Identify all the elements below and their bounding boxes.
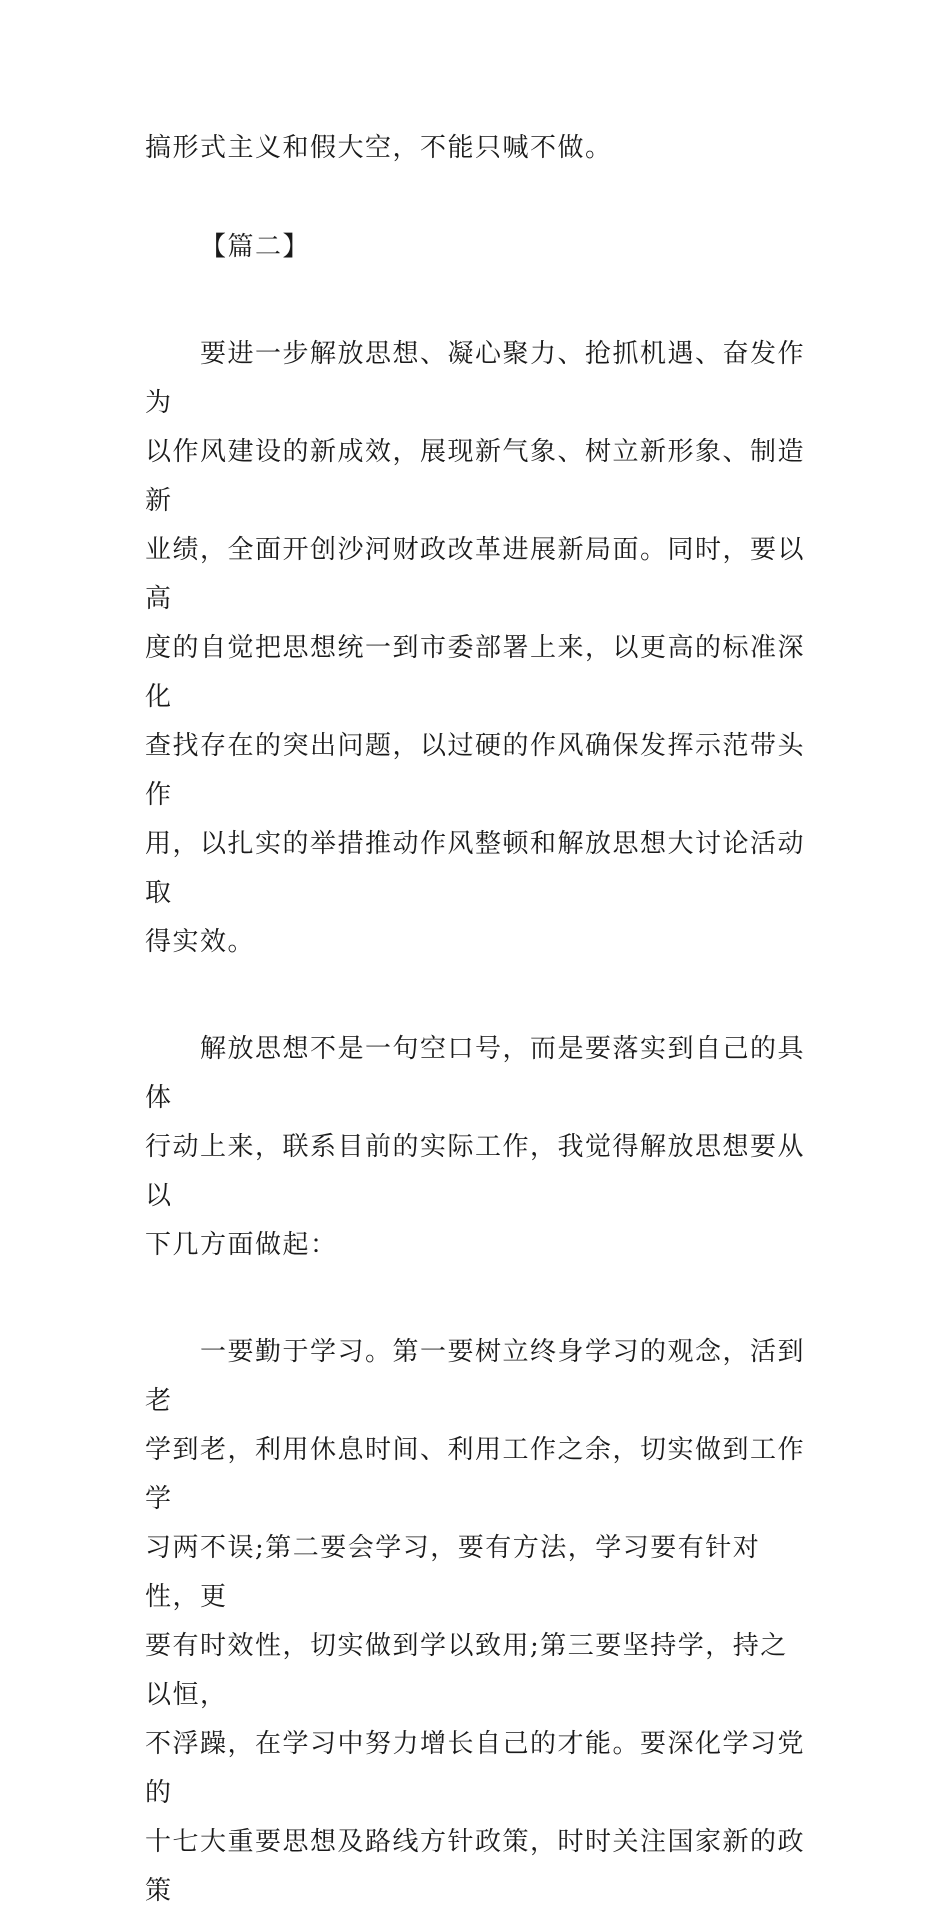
- paragraph: 一要勤于学习。第一要树立终身学习的观念，活到老 学到老，利用休息时间、利用工作之余，切实做到工作学 习两不误;第二要会学习，要有方法，学习要有针对性，更 要有时效性，切实做到学以致用;第三要坚持学，持之以恒， 不浮躁，在学习中努力增长自己的才能。要深化学习党的 十七大重要思想及路线方针政策，时时关注国家新的政策: [145, 1337, 806, 1906]
- paragraph: 要进一步解放思想、凝心聚力、抢抓机遇、奋发作为 以作风建设的新成效，展现新气象、树立新形象、制造新 业绩，全面开创沙河财政改革进展新局面。同时，要以高 度的自觉把思想统一到市委部署上来，以更高的标准深化 查找存在的突出问题，以过硬的作风确保发挥示范带头作 用，以扎实的举措推动作风整顿和解放思想大讨论活动取 得实效。: [145, 339, 806, 957]
- paragraph: 解放思想不是一句空口号，而是要落实到自己的具体 行动上来，联系目前的实际工作，我觉得解放思想要从以 下几方面做起：: [145, 1034, 806, 1260]
- section-heading: 【篇二】: [200, 232, 311, 262]
- document-page: [145, 124, 813, 1916]
- paragraph-continuation: 搞形式主义和假大空，不能只喊不做。: [145, 133, 613, 163]
